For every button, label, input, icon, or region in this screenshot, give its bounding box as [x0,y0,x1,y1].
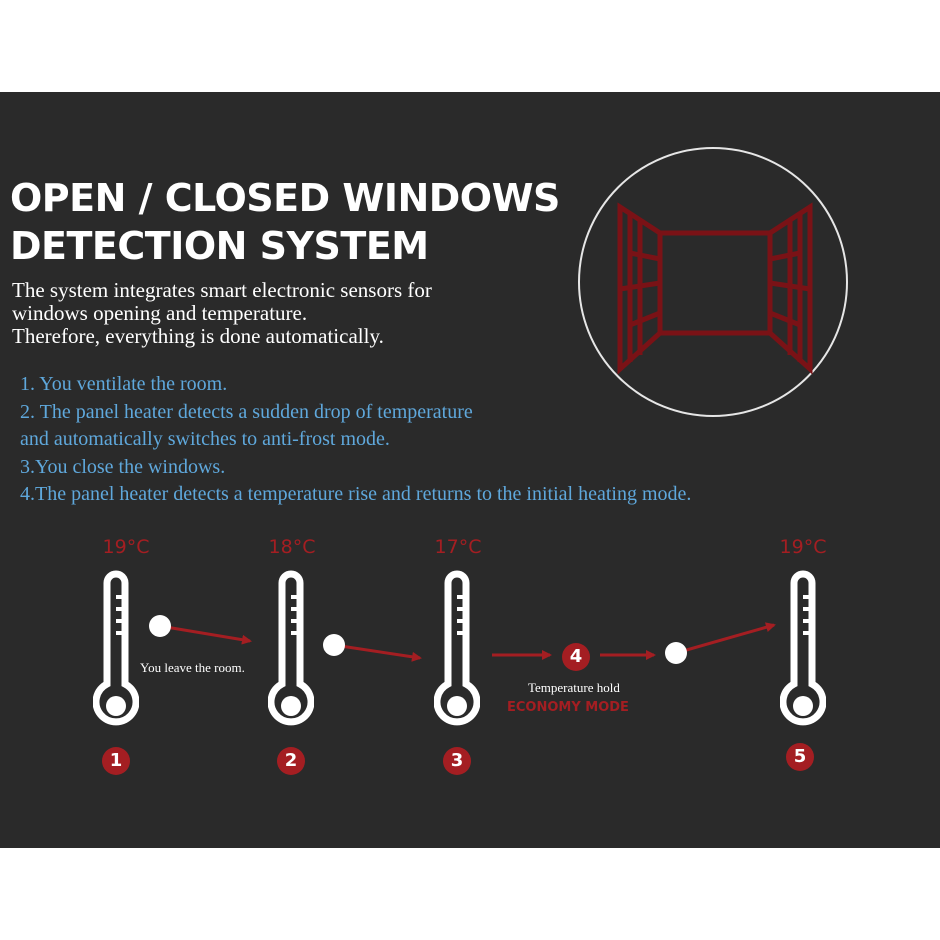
step-badge: 4 [562,643,590,671]
step-badge: 5 [786,743,814,771]
title-line-2: DETECTION SYSTEM [10,224,429,268]
intro-line: windows opening and temperature. [12,301,308,325]
temperature-hold-note: Temperature hold [528,680,620,695]
flow-arrows [0,92,940,848]
step-badge: 3 [443,747,471,775]
temperature-label: 19°C [779,536,827,558]
step-badge: 2 [277,747,305,775]
step-item: 3.You close the windows. [20,455,226,478]
step-item: and automatically switches to anti-frost mode. [20,428,390,450]
temperature-label: 18°C [268,536,316,558]
step-item: 4.The panel heater detects a temperature rise and returns to the initial heating mode. [20,483,692,505]
flow-dot [323,634,345,656]
step-item: 1. You ventilate the room. [20,373,228,395]
temperature-label: 17°C [434,536,482,558]
title-line-1: OPEN / CLOSED WINDOWS [10,176,560,220]
step-item: 2. The panel heater detects a sudden drop of temperature [20,400,473,423]
step-badge: 1 [102,747,130,775]
info-panel [0,92,940,848]
temperature-label: 19°C [102,536,150,558]
economy-mode-label: ECONOMY MODE [507,700,629,715]
intro-line: The system integrates smart electronic sensors for [12,278,432,302]
flow-dot [149,615,171,637]
intro-line: Therefore, everything is done automatically. [12,324,384,348]
flow-dot [665,642,687,664]
leave-room-note: You leave the room. [140,660,245,675]
